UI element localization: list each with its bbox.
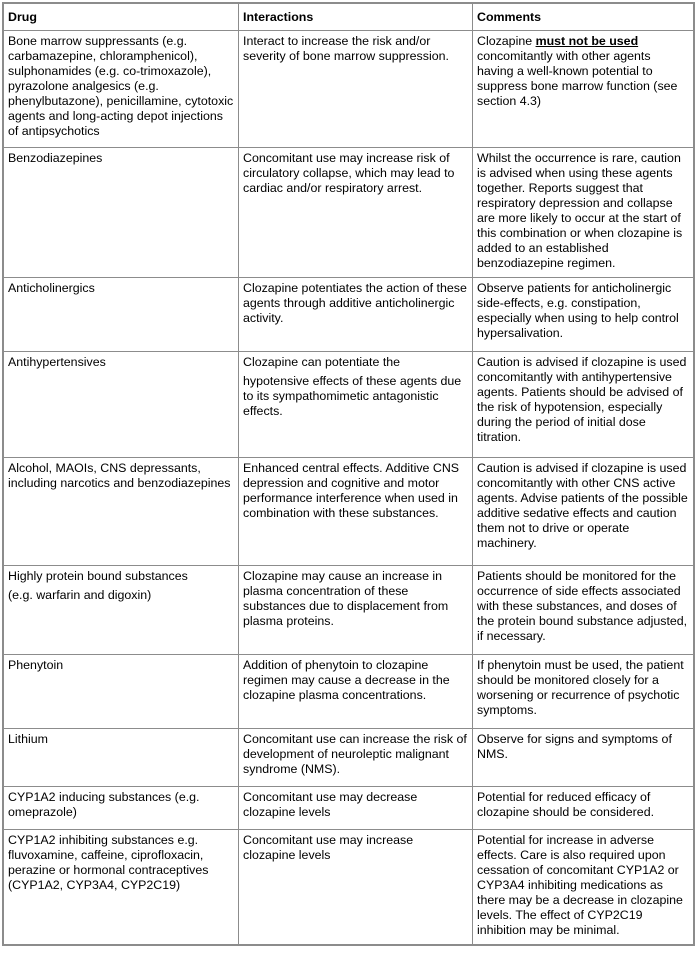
table-header-row <box>4 4 693 31</box>
interactions-cell: Concomitant use can increase the risk of development of neuroleptic malignant syndrome (NMS). <box>239 729 473 787</box>
interactions-cell: Clozapine may cause an increase in plasma concentration of these substances due to displacement from plasma proteins. <box>239 566 473 655</box>
comments-text: Clozapine <box>477 34 536 48</box>
comments-emphasis: must not be used <box>535 34 639 48</box>
interactions-line: Clozapine can potentiate the <box>243 355 401 369</box>
interactions-cell: Concomitant use may increase risk of circulatory collapse, which may lead to cardiac and/or respiratory arrest. <box>239 148 473 278</box>
drug-cell: CYP1A2 inducing substances (e.g. omeprazole) <box>4 787 239 830</box>
interactions-cell: Clozapine potentiates the action of these agents through additive anticholinergic activity. <box>239 278 473 352</box>
drug-line: (e.g. warfarin and digoxin) <box>8 588 152 602</box>
interactions-line: hypotensive effects of these agents due to its sympathomimetic antagonistic effects. <box>243 374 462 418</box>
drug-line: Highly protein bound substances <box>8 569 188 583</box>
drug-cell: Lithium <box>4 729 239 787</box>
comments-cell: Caution is advised if clozapine is used concomitantly with antihypertensive agents. Patients should be advised of the risk of hypotension, especially during the period of initial dose titration. <box>473 352 693 458</box>
table-row <box>4 278 693 352</box>
table-row <box>4 352 693 458</box>
comments-cell: Potential for increase in adverse effects. Care is also required upon cessation of concomitant CYP1A2 or CYP3A4 inhibiting medications as there may be a decrease in clozapine levels. The effect of CYP2C19 inhibition may be minimal. <box>477 833 683 937</box>
table-row <box>4 31 693 148</box>
interactions-cell: Concomitant use may increase clozapine levels <box>239 830 473 944</box>
interactions-cell: Addition of phenytoin to clozapine regimen may cause a decrease in the clozapine plasma concentrations. <box>239 655 473 729</box>
comments-cell: Caution is advised if clozapine is used concomitantly with other CNS active agents. Advise patients of the possible additive sedative effects and caution them not to drive or operate machinery. <box>473 458 693 566</box>
comments-cell: Patients should be monitored for the occurrence of side effects associated with these substances, and doses of the protein bound substance adjusted, if necessary. <box>473 566 693 655</box>
column-header-interactions: Interactions <box>239 4 473 31</box>
comments-cell: Whilst the occurrence is rare, caution is advised when using these agents together. Reports suggest that respiratory depression and collapse are more likely to occur at the start of this combination or when clozapine is added to an established benzodiazepine regimen. <box>473 148 693 278</box>
drug-cell: Phenytoin <box>4 655 239 729</box>
table-row <box>4 655 693 729</box>
drug-cell <box>4 566 239 655</box>
column-header-comments: Comments <box>473 4 693 31</box>
interactions-cell: Enhanced central effects. Additive CNS depression and cognitive and motor performance interference when used in combination with these substances. <box>239 458 473 566</box>
drug-cell: Bone marrow suppressants (e.g. carbamazepine, chloramphenicol), sulphonamides (e.g. co-trimoxazole), pyrazolone analgesics (e.g. phenylbutazone), penicillamine, cytotoxic agents and long-acting depot injections of antipsychotics <box>4 31 239 148</box>
drug-interactions-table <box>2 2 695 946</box>
comments-cell: Observe patients for anticholinergic side-effects, e.g. constipation, especially when using to help control hypersalivation. <box>473 278 693 352</box>
comments-text: concomitantly with other agents having a well-known potential to suppress bone marrow function (see section 4.3) <box>477 49 678 108</box>
drug-cell: Benzodiazepines <box>4 148 239 278</box>
table-row <box>4 830 693 944</box>
comments-cell: Potential for reduced efficacy of clozapine should be considered. <box>473 787 693 830</box>
table-row <box>4 458 693 566</box>
drug-cell: Anticholinergics <box>4 278 239 352</box>
interactions-cell <box>239 352 473 458</box>
comments-cell: If phenytoin must be used, the patient should be monitored closely for a worsening or recurrence of psychotic symptoms. <box>473 655 693 729</box>
table-row <box>4 566 693 655</box>
drug-cell: CYP1A2 inhibiting substances e.g. fluvoxamine, caffeine, ciprofloxacin, perazine or hormonal contraceptives (CYP1A2, CYP3A4, CYP2C19) <box>4 830 239 944</box>
comments-cell: Observe for signs and symptoms of NMS. <box>473 729 693 787</box>
table-row <box>4 729 693 787</box>
drug-cell: Antihypertensives <box>4 352 239 458</box>
table-row <box>4 787 693 830</box>
comments-cell <box>473 31 693 148</box>
interactions-cell: Concomitant use may decrease clozapine levels <box>239 787 473 830</box>
column-header-drug: Drug <box>4 4 239 31</box>
table-row <box>4 148 693 278</box>
interactions-cell: Interact to increase the risk and/or severity of bone marrow suppression. <box>239 31 473 148</box>
drug-cell: Alcohol, MAOIs, CNS depressants, including narcotics and benzodiazepines <box>4 458 239 566</box>
